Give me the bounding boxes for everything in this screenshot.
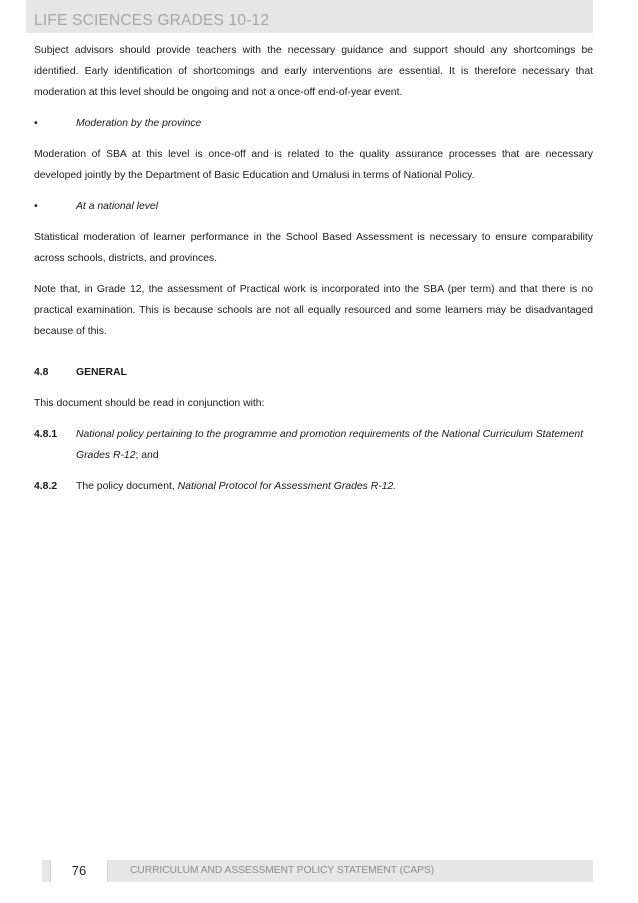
document-title: LIFE SCIENCES GRADES 10-12 bbox=[34, 12, 270, 29]
item-text bbox=[76, 424, 593, 466]
bullet-moderation-province bbox=[34, 113, 593, 134]
section-heading bbox=[34, 362, 593, 383]
page-content bbox=[34, 40, 593, 507]
bullet-text: Moderation by the province bbox=[76, 118, 202, 129]
paragraph-read-in-conjunction: This document should be read in conjunction with: bbox=[34, 398, 265, 409]
paragraph-statistical-moderation: Statistical moderation of learner performance in the School Based Assessment is necessary to ensure comparability across schools, districts, and provinces. bbox=[34, 232, 593, 264]
footer-title: CURRICULUM AND ASSESSMENT POLICY STATEMENT (CAPS) bbox=[130, 865, 435, 876]
item-text bbox=[76, 476, 593, 497]
paragraph-subject-advisors: Subject advisors should provide teachers with the necessary guidance and support should any shortcomings be identified. Early identification of shortcomings and early interventions are essential. It is therefore necessary that moderation at this level should be ongoing and not a once-off end-of-year event. bbox=[34, 45, 593, 98]
page-number: 76 bbox=[50, 860, 108, 882]
numbered-item bbox=[34, 476, 593, 497]
numbered-item bbox=[34, 424, 593, 466]
bullet-mark: • bbox=[34, 118, 38, 129]
item-italic-text: National Protocol for Assessment Grades R-12. bbox=[177, 481, 397, 492]
item-number: 4.8.1 bbox=[34, 429, 58, 440]
paragraph-moderation-sba: Moderation of SBA at this level is once-off and is related to the quality assurance processes that are necessary developed jointly by the Department of Basic Education and Umalusi in terms of National Policy. bbox=[34, 149, 593, 181]
item-suffix: ; and bbox=[135, 450, 159, 461]
bullet-text: At a national level bbox=[76, 201, 159, 212]
bullet-national-level bbox=[34, 196, 593, 217]
paragraph-practical-work: Note that, in Grade 12, the assessment of Practical work is incorporated into the SBA (per term) and that there is no practical examination. This is because schools are not all equally resourced and some learners may be disadvantaged because of this. bbox=[34, 284, 593, 337]
item-prefix: The policy document, bbox=[76, 481, 178, 492]
item-number: 4.8.2 bbox=[34, 481, 58, 492]
item-italic-text: National policy pertaining to the programme and promotion requirements of the National Curriculum Statement Grades R-12 bbox=[76, 429, 584, 461]
bullet-mark: • bbox=[34, 201, 38, 212]
section-number: 4.8 bbox=[34, 367, 49, 378]
section-title: GENERAL bbox=[76, 367, 127, 378]
